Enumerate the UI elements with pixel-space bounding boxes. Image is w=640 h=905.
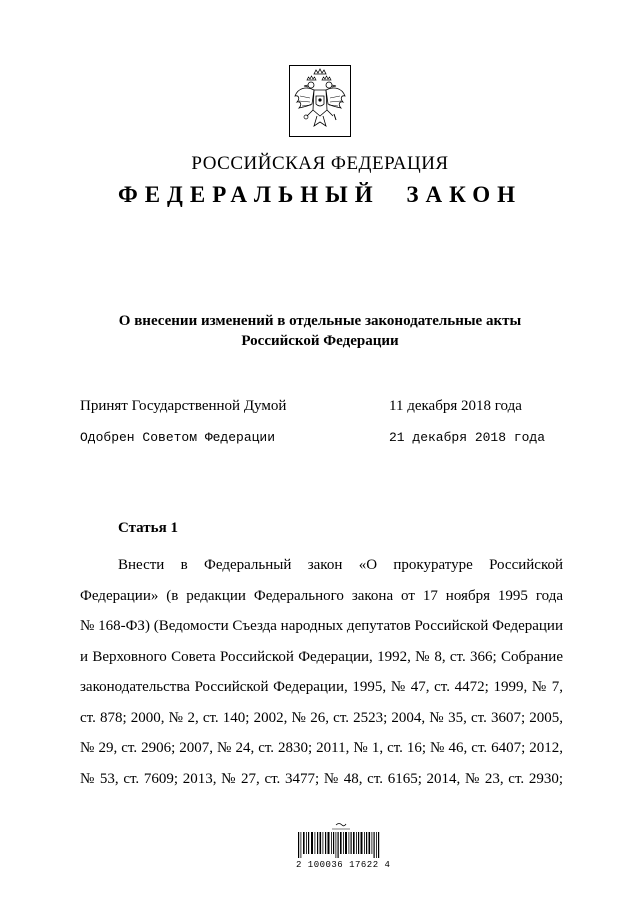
- adoption-label: Одобрен Советом Федерации: [80, 430, 276, 445]
- article-body-line: № 29, ст. 2906; 2007, № 24, ст. 2830; 2011, № 1, ст. 16; № 46, ст. 6407; 2012,: [80, 740, 563, 756]
- article-body-line: Федерации» (в редакции Федерального закона от 17 ноября 1995 года: [80, 587, 563, 604]
- article-body-line: Внести в Федеральный закон «О прокуратуре Российской: [118, 557, 563, 573]
- article-heading: Статья 1: [118, 520, 178, 536]
- document-barcode: [292, 822, 391, 882]
- article-body-line: № 53, ст. 7609; 2013, № 27, ст. 3477; № 48, ст. 6165; 2014, № 23, ст. 2930;: [80, 770, 563, 787]
- article-body-line: № 168-ФЗ) (Ведомости Съезда народных депутатов Российской Федерации: [80, 618, 563, 634]
- article-body-line: ст. 878; 2000, № 2, ст. 140; 2002, № 26, ст. 2523; 2004, № 35, ст. 3607; 2005,: [80, 709, 563, 726]
- adoption-label: Принят Государственной Думой: [80, 398, 287, 414]
- double-headed-eagle-icon: [290, 66, 350, 136]
- country-name: РОССИЙСКАЯ ФЕДЕРАЦИЯ: [191, 153, 449, 174]
- law-type-heading: ФЕДЕРАЛЬНЫЙ ЗАКОН: [117, 182, 523, 207]
- article-body-line: законодательства Российской Федерации, 1995, № 47, ст. 4472; 1999, № 7,: [80, 679, 563, 695]
- coat-of-arms-emblem: [289, 65, 351, 137]
- barcode-number: 2 100036 17622 4: [296, 860, 391, 870]
- law-title-line-1: О внесении изменений в отдельные законодательные акты: [118, 313, 522, 329]
- adoption-date: 21 декабря 2018 года: [389, 430, 546, 445]
- barcode-icon: [292, 822, 388, 862]
- adoption-date: 11 декабря 2018 года: [389, 398, 522, 414]
- law-title-line-2: Российской Федерации: [241, 333, 399, 349]
- article-body-line: и Верховного Совета Российской Федерации, 1992, № 8, ст. 366; Собрание: [80, 648, 563, 665]
- law-title: [60, 311, 580, 351]
- article-body: [80, 550, 563, 794]
